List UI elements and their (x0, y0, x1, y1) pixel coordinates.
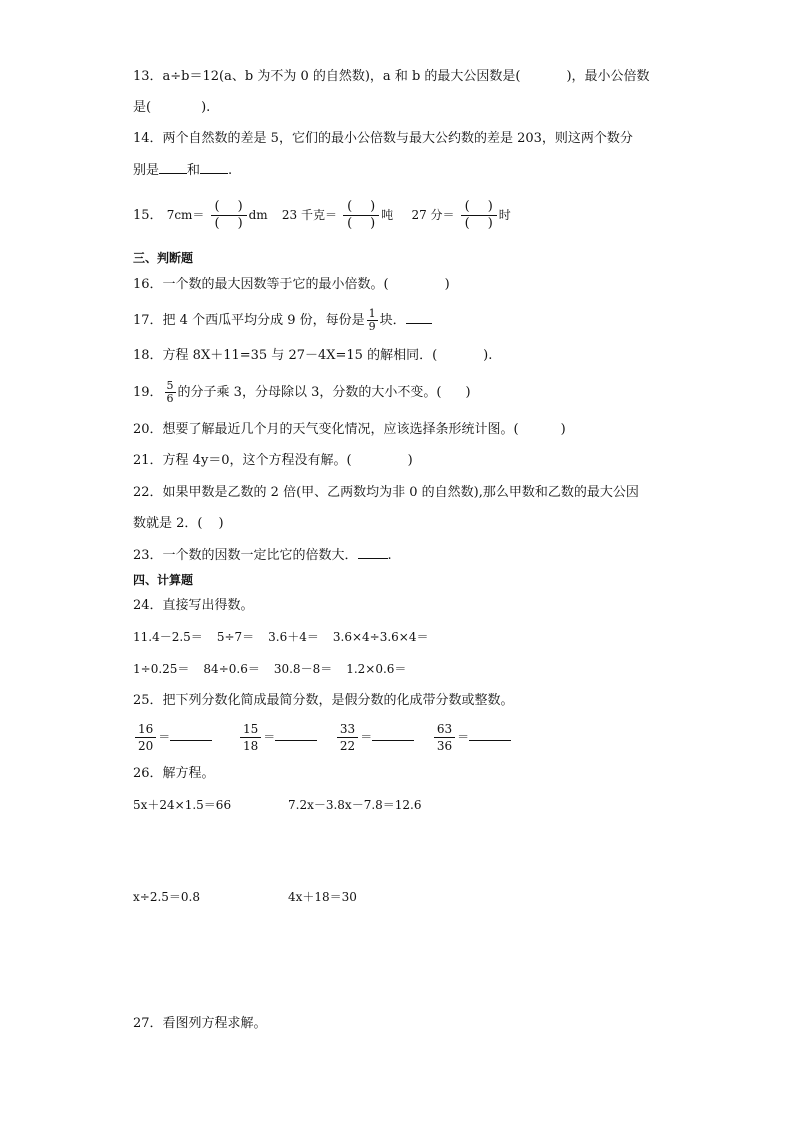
fraction: $\frac{15}{18}$ (240, 721, 261, 754)
answer-blank[interactable] (358, 546, 388, 559)
question-14-line-2: 别是 和 . (133, 163, 233, 178)
question-16: 16．一个数的最大因数等于它的最小倍数。( ) (133, 277, 450, 292)
section-4-title: 四、计算题 (133, 573, 194, 587)
question-24-row-2: 1÷0.25＝ 84÷0.6＝ 30.8－8＝ 1.2×0.6＝ (133, 662, 407, 676)
answer-blank[interactable] (406, 311, 432, 324)
question-27-title: 27．看图列方程求解。 (133, 1016, 267, 1031)
fraction-blank[interactable]: $\frac{( )}{( )}$ (211, 199, 247, 232)
fraction: $\frac{16}{20}$ (135, 721, 156, 754)
answer-blank[interactable] (372, 728, 414, 741)
question-18: 18．方程 8X＋11=35 与 27－4X=15 的解相同．( ). (133, 348, 493, 363)
question-13-line-1: 13．a÷b＝12(a、b 为不为 0 的自然数)，a 和 b 的最大公因数是( )，最小公倍数 (133, 69, 650, 84)
answer-blank[interactable] (275, 728, 317, 741)
question-25-fractions: $\frac{16}{20}$ ＝ $\frac{15}{18}$ ＝ $\frac{33}{22}$ ＝ $\frac{63}{36}$ ＝ (133, 718, 511, 756)
question-19: 19． $\frac{5}{6}$ 的分子乘 3，分母除以 3，分数的大小不变。( ) (133, 379, 471, 405)
question-22-line-2: 数就是 2．( ) (133, 516, 224, 531)
question-23: 23．一个数的因数一定比它的倍数大． . (133, 548, 392, 563)
question-24-row-1: 11.4－2.5＝ 5÷7＝ 3.6＋4＝ 3.6×4÷3.6×4＝ (133, 630, 429, 644)
question-13-line-2: 是( ). (133, 100, 211, 115)
question-14-line-1: 14．两个自然数的差是 5，它们的最小公倍数与最大公约数的差是 203，则这两个数分 (133, 131, 633, 146)
question-26-eq-1: 5x＋24×1.5＝66 (133, 798, 232, 812)
fraction-blank[interactable]: $\frac{( )}{( )}$ (461, 199, 497, 232)
question-22-line-1: 22．如果甲数是乙数的 2 倍(甲、乙两数均为非 0 的自然数),那么甲数和乙数的最大公因 (133, 485, 639, 500)
question-26-eq-3: x÷2.5＝0.8 (133, 890, 200, 904)
question-24-title: 24．直接写出得数。 (133, 598, 254, 613)
fraction: $\frac{63}{36}$ (434, 721, 455, 754)
question-26-title: 26．解方程。 (133, 766, 215, 781)
fraction: $\frac{1}{9}$ (368, 307, 376, 333)
question-17: 17．把 4 个西瓜平均分成 9 份，每份是 $\frac{1}{9}$ 块． (133, 304, 432, 338)
question-25-title: 25．把下列分数化简成最简分数，是假分数的化成带分数或整数。 (133, 693, 514, 708)
question-20: 20．想要了解最近几个月的天气变化情况，应该选择条形统计图。( ) (133, 422, 566, 437)
fraction: $\frac{33}{22}$ (337, 721, 358, 754)
answer-blank[interactable] (200, 161, 228, 174)
answer-blank[interactable] (469, 728, 511, 741)
question-26-eq-2: 7.2x－3.8x－7.8＝12.6 (288, 798, 422, 812)
answer-blank[interactable] (170, 728, 212, 741)
answer-blank[interactable] (159, 161, 187, 174)
question-15: 15． 7cm＝ $\frac{( )}{( )}$ dm 23 千克＝ $\frac{( )}{( )}$ 吨 27 分＝ $\frac{( )}{( )}$ 时 (133, 199, 511, 231)
question-26-eq-4: 4x＋18＝30 (288, 890, 357, 904)
section-3-title: 三、判断题 (133, 251, 194, 265)
question-21: 21．方程 4y＝0，这个方程没有解。( ) (133, 453, 413, 468)
fraction-blank[interactable]: $\frac{( )}{( )}$ (343, 199, 379, 232)
fraction: $\frac{5}{6}$ (166, 379, 174, 405)
